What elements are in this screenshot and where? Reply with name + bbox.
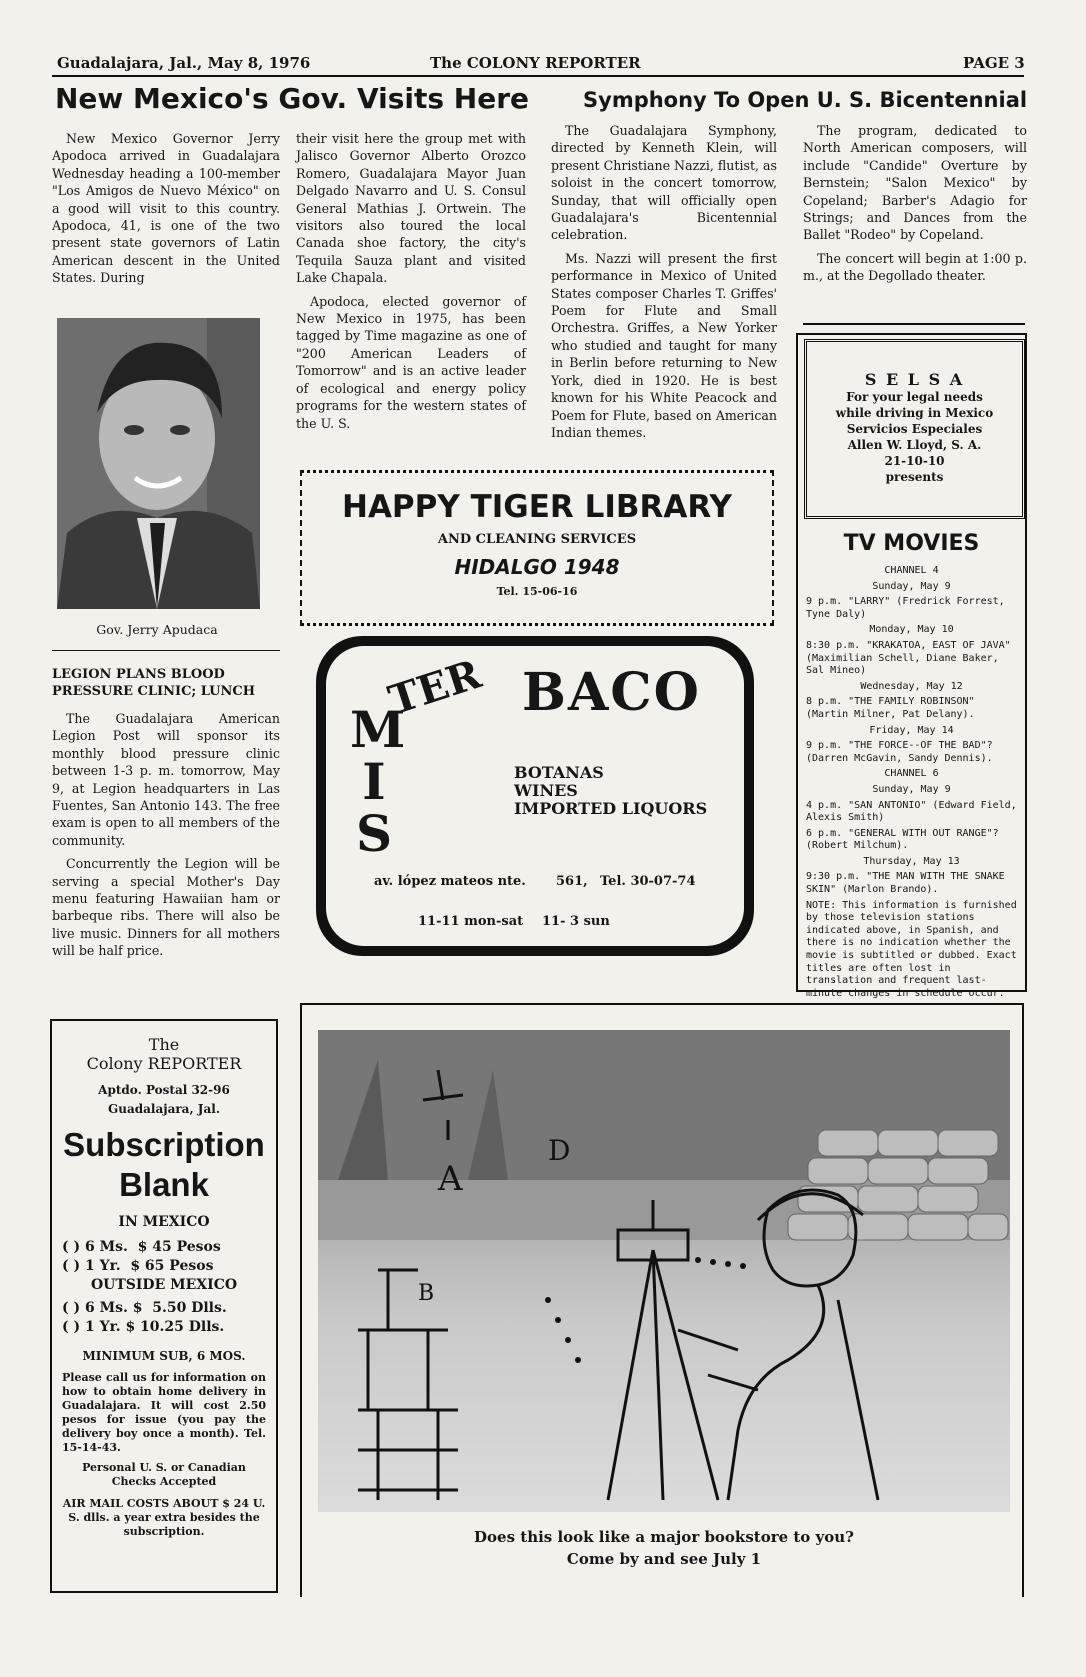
story2-paragraph: The concert will begin at 1:00 p. m., at the Degollado theater. <box>803 250 1027 284</box>
story1-column-1 <box>52 130 280 293</box>
selsa-line: 21-10-10 <box>884 454 945 468</box>
legion-paragraph: The Guadalajara American Legion Post will sponsor its monthly blood pressure clinic between 1-3 p. m. tomorrow, May 9, at Legion headquarters in Las Fuentes, San Antonio 143. The free exam is open to all members of the community. <box>52 711 280 848</box>
story2-paragraph: Ms. Nazzi will present the first performance in Mexico of United States composer Charles T. Griffes' Poem for Flute and Small Orchestra. Griffes, a New Yorker who studied and taught for many in Berlin before returning to New York, died in 1920. He is best known for his White Peacock and Poem for Flute, based on American Indian themes. <box>551 250 777 440</box>
mister-baco-product: IMPORTED LIQUORS <box>514 799 708 818</box>
happy-tiger-title: HAPPY TIGER LIBRARY <box>342 489 732 525</box>
happy-tiger-library-ad <box>300 470 774 626</box>
tv-listing-entry: Sunday, May 9 <box>872 580 951 592</box>
tv-listing-entry: 8 p.m. "THE FAMILY ROBINSON" (Martin Milner, Pat Delany). <box>806 696 975 720</box>
svg-text:A: A <box>438 1159 463 1199</box>
mister-baco-phone: Tel. 30-07-74 <box>600 874 696 889</box>
tv-listing-entry: 8:30 p.m. "KRAKATOA, EAST OF JAVA" (Maximilian Schell, Diane Baker, Sal Mineo) <box>806 639 1011 677</box>
selsa-line: presents <box>885 470 944 484</box>
tv-listing-entry: 9 p.m. "THE FORCE--OF THE BAD"? (Darren McGavin, Sandy Dennis). <box>806 740 993 764</box>
subscription-rate-6-month-outside[interactable]: ( ) 6 Ms. $ 5.50 Dlls. <box>62 1300 227 1316</box>
tv-listing-entry: Sunday, May 9 <box>872 783 951 795</box>
story2-paragraph: The program, dedicated to North American composers, will include "Candide" Overture by Bernstein; "Salon Mexico" by Copeland; Barber's Adagio for Strings; and Dances from the Ballet "Rodeo" by Copeland. <box>803 123 1027 243</box>
tv-listing-entry: 9:30 p.m. "THE MAN WITH THE SNAKE SKIN" (Marlon Brando). <box>806 871 1005 896</box>
mister-baco-ad <box>316 636 754 956</box>
legion-headline: LEGION PLANS BLOOD PRESSURE CLINIC; LUNCH <box>52 667 256 699</box>
mister-baco-product: WINES <box>514 781 578 800</box>
tv-movies-title: TV MOVIES <box>843 531 980 556</box>
happy-tiger-subtitle: AND CLEANING SERVICES <box>437 532 637 547</box>
subscription-delivery-info: Please call us for information on how to obtain home delivery in Guadalajara. It will cost 2.50 pesos for issue (you pay the delivery boy once a month). Tel. 15-14-43. <box>62 1371 266 1454</box>
column-rule <box>52 650 280 651</box>
bookstore-photo-illustration <box>318 1030 1010 1512</box>
selsa-title: S E L S A <box>864 370 965 389</box>
bookstore-ad-top-rule <box>300 1003 1024 1005</box>
mister-baco-inner <box>326 646 744 946</box>
story1-paragraph: their visit here the group met with Jalisco Governor Alberto Orozco Romero, Guadalajara Mayor Juan Delgado Navarro and U. S. Consul General Mathias J. Ortwein. The visitors also toured the local Canada shoe factory, the city's Tequila Sauza plant and visited Lake Chapala. <box>296 131 526 286</box>
bookstore-caption-line-1: Does this look like a major bookstore to you? <box>474 1528 854 1546</box>
photo-caption: Gov. Jerry Apudaca <box>96 622 218 637</box>
masthead-page-number: PAGE 3 <box>963 54 1025 72</box>
tv-listing-entry: 6 p.m. "GENERAL WITH OUT RANGE"? (Robert Milchum). <box>806 827 999 852</box>
tv-listing-entry: Thursday, May 13 <box>863 855 960 867</box>
subscription-rate-1-year-outside[interactable]: ( ) 1 Yr. $ 10.25 Dlls. <box>62 1319 225 1335</box>
masthead-date: Guadalajara, Jal., May 8, 1976 <box>57 54 311 72</box>
story1-headline: New Mexico's Gov. Visits Here <box>55 82 530 115</box>
legion-story <box>52 710 280 966</box>
story2-headline: Symphony To Open U. S. Bicentennial <box>583 88 1028 112</box>
mister-baco-arc-text: TER <box>383 650 487 725</box>
bookstore-ad-left-rule <box>300 1003 302 1597</box>
subscription-checks: Personal U. S. or Canadian Checks Accepted <box>82 1461 246 1488</box>
happy-tiger-phone: Tel. 15-06-16 <box>496 585 578 598</box>
story1-paragraph: New Mexico Governor Jerry Apodoca arrived in Guadalajara Wednesday heading a 100-member "Los Amigos de Nuevo México" on a good will visit to this country. Apodoca, 41, is one of the two present state governors of Latin American descent in the United States. During <box>52 131 280 286</box>
tv-listing-entry: CHANNEL 6 <box>884 768 939 780</box>
tv-listing-entry: NOTE: This information is furnished by those television stations indicated above, in Spanish, and there is no indication whether the movie is subtitled or dubbed. Exact titles are often lost in translation and frequent last-minute changes in schedule occur. <box>806 899 1017 999</box>
story1-paragraph: Apodoca, elected governor of New Mexico in 1975, has been tagged by Time magazine as one of "200 American Leaders of Tomorrow" and is an active leader of ecological and energy policy programs for the western states of the U. S. <box>296 293 526 431</box>
subscription-title-2: Blank <box>119 1166 209 1203</box>
mister-baco-products <box>514 764 707 818</box>
subscription-title-1: Subscription <box>63 1126 265 1163</box>
mister-baco-product: BOTANAS <box>514 763 604 782</box>
masthead-paper-name: The COLONY REPORTER <box>430 54 641 72</box>
subscription-rate-6-month-mexico[interactable]: ( ) 6 Ms. $ 45 Pesos <box>62 1239 221 1255</box>
subscription-outside-mexico: OUTSIDE MEXICO <box>90 1277 238 1293</box>
selsa-details <box>807 389 1022 485</box>
legion-paragraph: Concurrently the Legion will be serving a special Mother's Day menu featuring Hawaiian ham or barbeque ribs. There will also be live music. Dinners for all mothers will be half price. <box>52 856 280 959</box>
bookstore-ad-right-rule <box>1022 1003 1024 1597</box>
subscription-paper-name: Colony REPORTER <box>86 1054 242 1073</box>
subscription-blank <box>50 1019 278 1593</box>
selsa-line: Servicios Especiales <box>846 422 983 436</box>
story2-column-2 <box>803 122 1027 291</box>
tv-listing-entry: Wednesday, May 12 <box>860 680 963 692</box>
story2-column-1 <box>551 122 777 447</box>
governor-portrait-illustration <box>57 318 260 609</box>
subscription-aptdo: Aptdo. Postal 32-96 <box>98 1083 230 1097</box>
selsa-tv-movies-box <box>796 333 1027 999</box>
svg-text:D: D <box>548 1134 571 1167</box>
subscription-airmail: AIR MAIL COSTS ABOUT $ 24 U. S. dlls. a year extra besides the subscription. <box>62 1497 266 1538</box>
tv-listing-entry: CHANNEL 4 <box>884 565 939 576</box>
selsa-line: Allen W. Lloyd, S. A. <box>847 438 982 452</box>
tv-listing-entry: Friday, May 14 <box>869 724 954 736</box>
mister-baco-vertical-text: MIS <box>350 700 406 863</box>
mister-baco-number: 561, <box>556 874 588 889</box>
bookstore-caption-line-2: Come by and see July 1 <box>566 1550 762 1568</box>
selsa-line: For your legal needs <box>846 390 983 404</box>
story1-column-2 <box>296 130 526 438</box>
tv-listings <box>806 565 1017 1003</box>
column-rule <box>803 323 1025 325</box>
story2-paragraph: The Guadalajara Symphony, directed by Kenneth Klein, will present Christiane Nazzi, flutist, as soloist in the concert tomorrow, Sunday, that will officially open Guadalajara's Bicentennial celebration. <box>551 123 777 243</box>
bookstore-construction-photo <box>318 1030 1010 1512</box>
tv-listing-entry: 9 p.m. "LARRY" (Fredrick Forrest, Tyne Daly) <box>806 596 1005 620</box>
subscription-minimum: MINIMUM SUB, 6 MOS. <box>82 1349 246 1363</box>
subscription-city: Guadalajara, Jal. <box>107 1102 220 1116</box>
masthead-rule <box>52 75 1024 77</box>
subscription-in-mexico: IN MEXICO <box>118 1214 210 1230</box>
mister-baco-address: av. lópez mateos nte. <box>374 874 526 889</box>
tv-listing-entry: 4 p.m. "SAN ANTONIO" (Edward Field, Alexis Smith) <box>806 799 1017 824</box>
mister-baco-hours-sunday: 11- 3 sun <box>542 914 610 929</box>
governor-photo <box>57 318 260 609</box>
selsa-ad <box>804 339 1025 519</box>
subscription-rate-1-year-mexico[interactable]: ( ) 1 Yr. $ 65 Pesos <box>62 1258 214 1274</box>
tv-listing-entry: Monday, May 10 <box>869 624 954 636</box>
subscription-the: The <box>148 1035 180 1054</box>
selsa-line: while driving in Mexico <box>835 406 994 420</box>
mister-baco-hours-weekday: 11-11 mon-sat <box>418 914 524 929</box>
svg-text:B: B <box>418 1281 435 1306</box>
happy-tiger-address: HIDALGO 1948 <box>454 555 620 579</box>
mister-baco-name: BACO <box>522 662 701 723</box>
